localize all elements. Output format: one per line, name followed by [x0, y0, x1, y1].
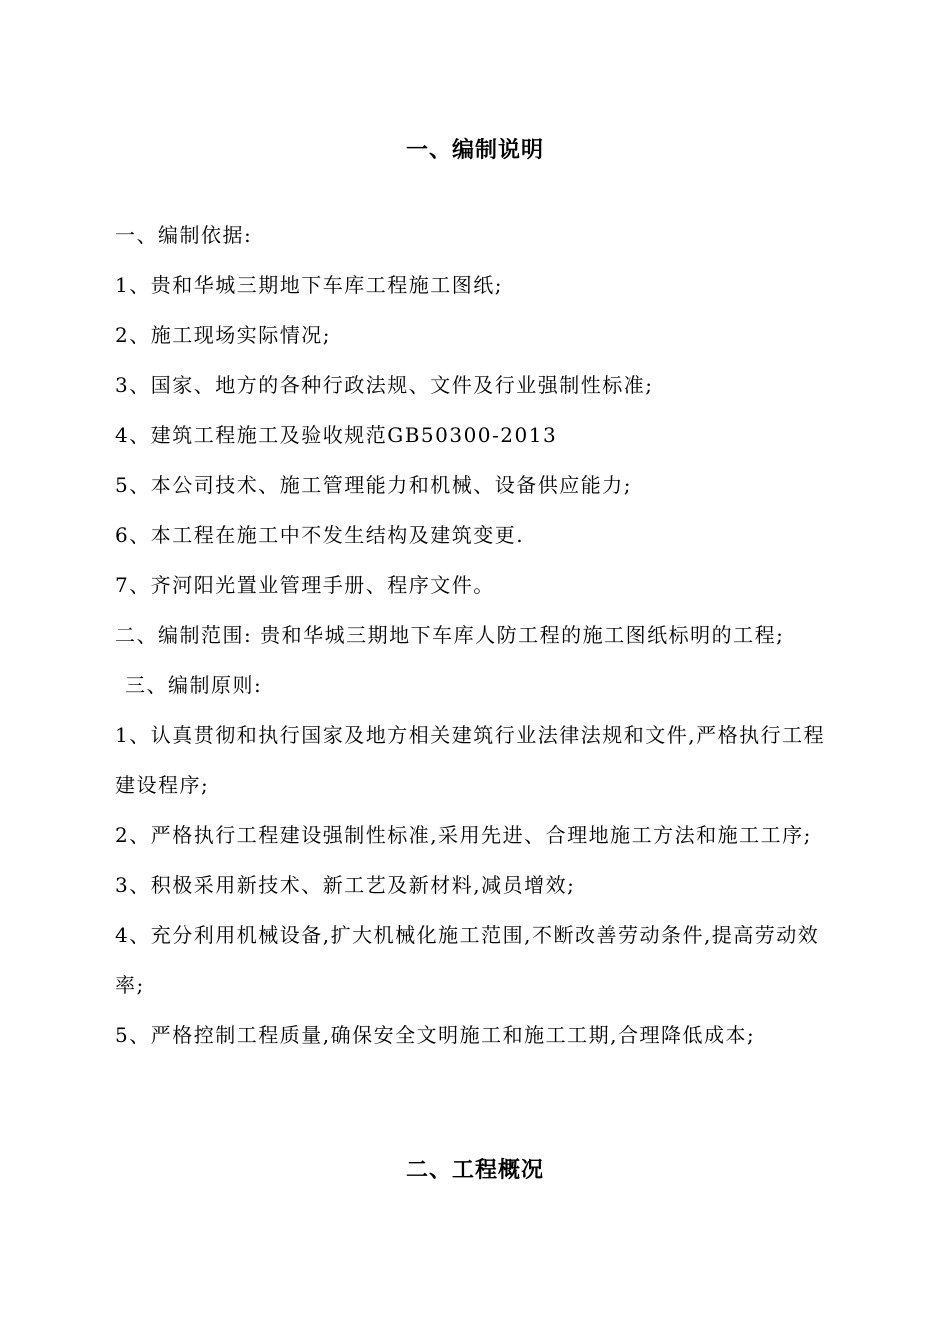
paragraph-basis-6: 6、本工程在施工中不发生结构及建筑变更.	[115, 523, 525, 547]
paragraph-basis-4: 4、建筑工程施工及验收规范GB50300-2013	[115, 423, 558, 447]
paragraph-basis-3: 3、国家、地方的各种行政法规、文件及行业强制性标准;	[115, 373, 654, 397]
paragraph-basis-heading: 一、编制依据:	[115, 223, 253, 247]
paragraph-basis-1: 1、贵和华城三期地下车库工程施工图纸;	[115, 273, 503, 297]
paragraph-principle-1: 1、认真贯彻和执行国家及地方相关建筑行业法律法规和文件,严格执行工程建设程序;	[115, 723, 826, 797]
paragraph-principle-2: 2、严格执行工程建设强制性标准,采用先进、合理地施工方法和施工工序;	[115, 823, 812, 847]
section-title-compilation-notes: 一、编制说明	[405, 138, 544, 163]
paragraph-basis-2: 2、施工现场实际情况;	[115, 323, 331, 347]
paragraph-principles-heading: 三、编制原则:	[125, 673, 263, 697]
paragraph-principle-4: 4、充分利用机械设备,扩大机械化施工范围,不断改善劳动条件,提高劳动效率;	[115, 923, 820, 997]
paragraph-basis-7: 7、齐河阳光置业管理手册、程序文件。	[115, 573, 495, 597]
paragraph-principle-3: 3、积极采用新技术、新工艺及新材料,减员增效;	[115, 873, 576, 897]
section-title-project-overview: 二、工程概况	[405, 1158, 544, 1183]
paragraph-basis-5: 5、本公司技术、施工管理能力和机械、设备供应能力;	[115, 473, 632, 497]
paragraph-principle-5: 5、严格控制工程质量,确保安全文明施工和施工工期,合理降低成本;	[115, 1023, 756, 1047]
section-body	[115, 210, 840, 1060]
paragraph-scope: 二、编制范围: 贵和华城三期地下车库人防工程的施工图纸标明的工程;	[115, 623, 785, 647]
